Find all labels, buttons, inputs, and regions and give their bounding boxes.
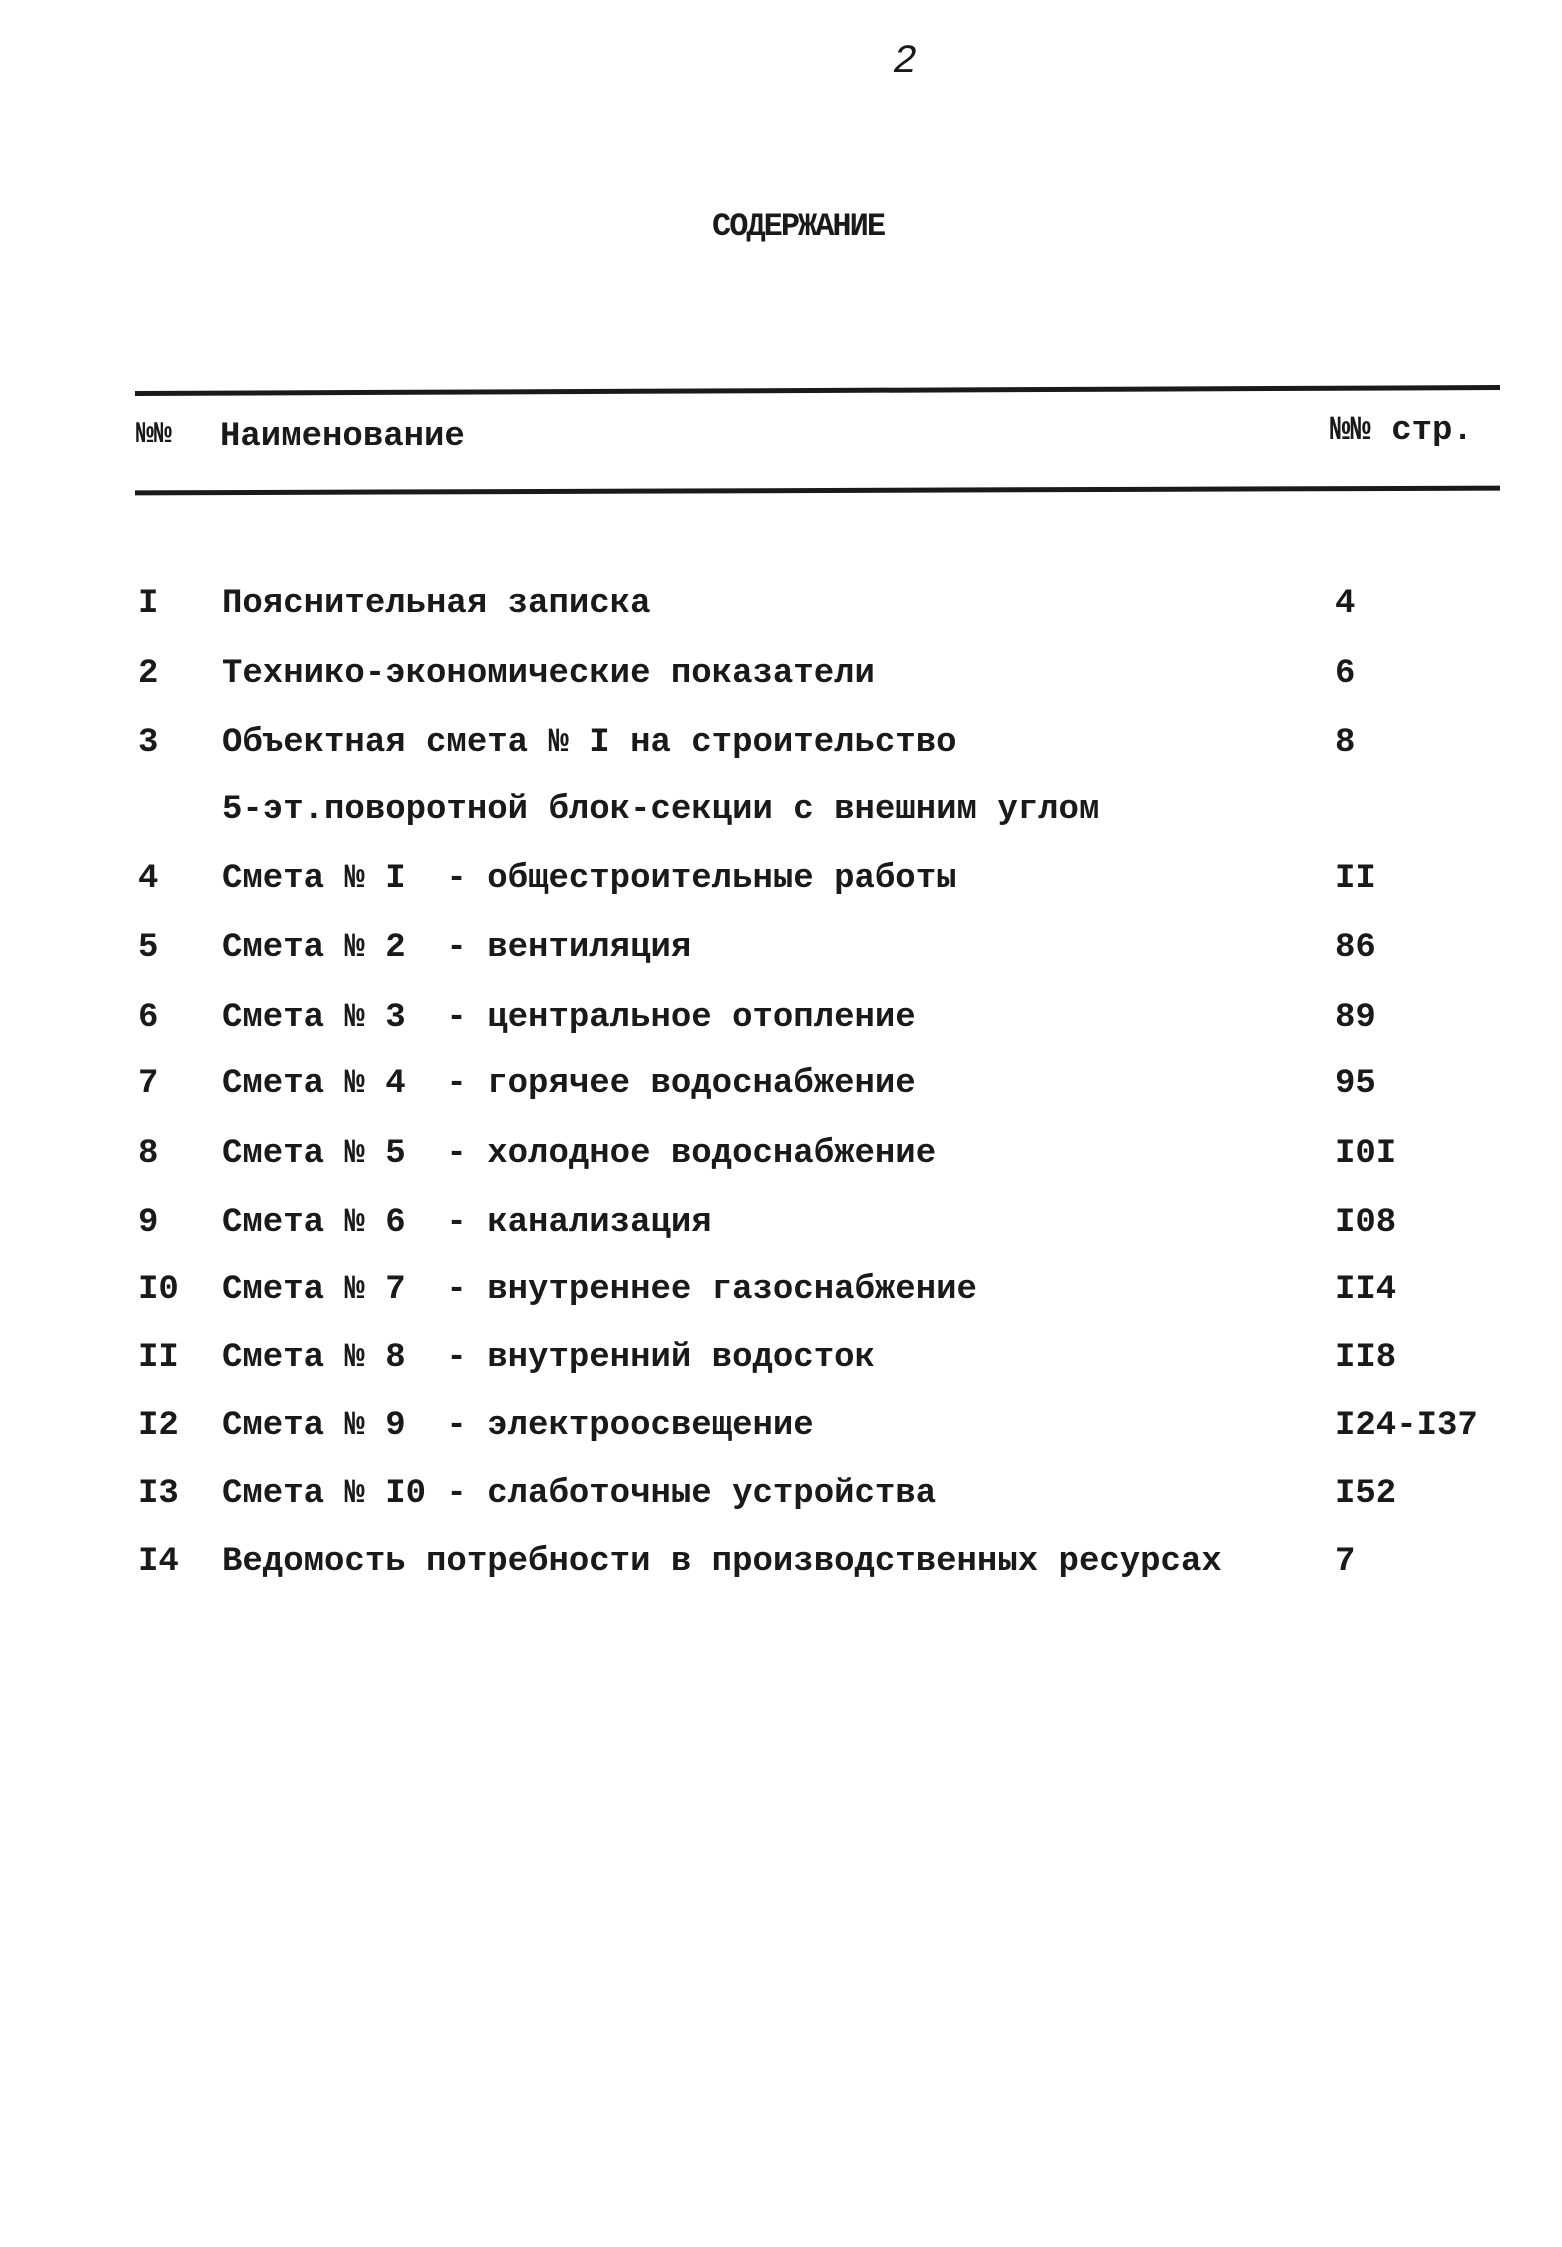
item-number: I0 <box>138 1271 179 1309</box>
item-name: Смета № 4 - горячее водоснабжение <box>222 1065 916 1103</box>
item-name: Смета № 2 - вентиляция <box>222 929 692 967</box>
list-item <box>0 929 1562 979</box>
list-item <box>0 860 1562 910</box>
item-number: 9 <box>138 1204 159 1242</box>
item-page: I24-I37 <box>1335 1407 1478 1445</box>
list-item <box>0 1543 1562 1593</box>
list-item <box>0 1339 1562 1389</box>
item-name: Пояснительная записка <box>222 585 651 623</box>
item-name: Смета № 9 - электроосвещение <box>222 1407 814 1445</box>
list-item <box>0 655 1562 705</box>
item-name: 5-эт.поворотной блок-секции с внешним углом <box>222 791 1100 829</box>
item-page: 4 <box>1335 585 1356 623</box>
item-name: Смета № 5 - холодное водоснабжение <box>222 1135 937 1173</box>
item-number: I <box>138 585 159 623</box>
item-page: II8 <box>1335 1339 1397 1377</box>
item-name: Смета № I0 - слаботочные устройства <box>222 1475 937 1513</box>
list-item <box>0 1135 1562 1185</box>
item-name: Смета № 3 - центральное отопление <box>222 999 916 1037</box>
item-name: Ведомость потребности в производственных ресурсах <box>222 1543 1222 1581</box>
item-number: 2 <box>138 655 159 693</box>
list-item <box>0 1204 1562 1254</box>
item-page: II <box>1335 860 1376 898</box>
item-number: 4 <box>138 860 159 898</box>
item-page: I52 <box>1335 1475 1397 1513</box>
list-item <box>0 1271 1562 1321</box>
item-number: I4 <box>138 1543 179 1581</box>
item-number: II <box>138 1339 179 1377</box>
item-name: Объектная смета № I на строительство <box>222 724 957 762</box>
list-item <box>0 724 1562 774</box>
list-item <box>0 585 1562 635</box>
page-title: СОДЕРЖАНИЕ <box>712 208 885 245</box>
page-number: 2 <box>893 40 918 85</box>
list-item <box>0 1407 1562 1457</box>
item-page: 86 <box>1335 929 1376 967</box>
item-page: II4 <box>1335 1271 1397 1309</box>
item-page: 95 <box>1335 1065 1376 1103</box>
item-number: 6 <box>138 999 159 1037</box>
header-page: №№ стр. <box>1330 412 1473 450</box>
table-top-rule <box>135 385 1500 396</box>
item-page: 89 <box>1335 999 1376 1037</box>
item-number: 8 <box>138 1135 159 1173</box>
item-number: 5 <box>138 929 159 967</box>
item-page: 6 <box>1335 655 1356 693</box>
item-page: I08 <box>1335 1204 1397 1242</box>
item-number: 3 <box>138 724 159 762</box>
item-page: 7 <box>1335 1543 1356 1581</box>
header-name: Наименование <box>220 418 465 456</box>
list-item <box>0 1065 1562 1115</box>
table-bottom-rule <box>135 486 1500 496</box>
list-item <box>0 999 1562 1049</box>
item-page: 8 <box>1335 724 1356 762</box>
item-name: Смета № I - общестроительные работы <box>222 860 957 898</box>
item-number: I2 <box>138 1407 179 1445</box>
item-name: Технико-экономические показатели <box>222 655 875 693</box>
item-number: I3 <box>138 1475 179 1513</box>
item-number: 7 <box>138 1065 159 1103</box>
item-name: Смета № 6 - канализация <box>222 1204 712 1242</box>
list-item <box>0 1475 1562 1525</box>
item-name: Смета № 7 - внутреннее газоснабжение <box>222 1271 977 1309</box>
item-name: Смета № 8 - внутренний водосток <box>222 1339 875 1377</box>
list-item <box>0 791 1562 841</box>
header-num: №№ <box>136 418 173 452</box>
item-page: I0I <box>1335 1135 1397 1173</box>
